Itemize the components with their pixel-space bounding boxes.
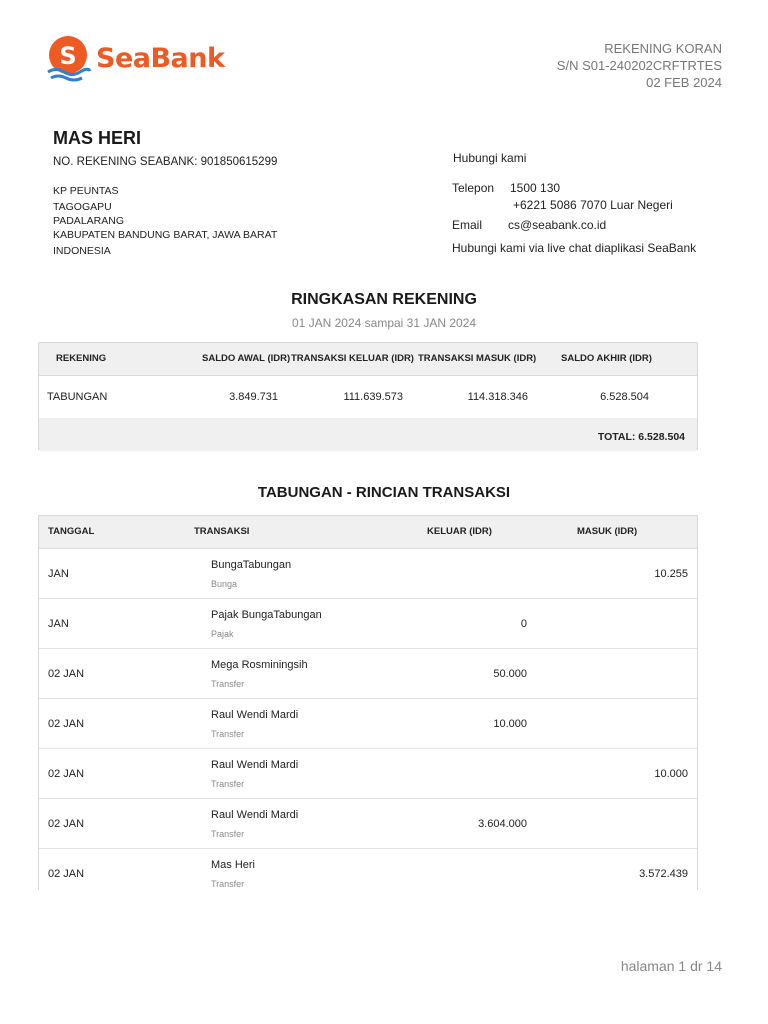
- txn-date: JAN: [48, 618, 69, 630]
- address-line: INDONESIA: [53, 245, 111, 257]
- txn-category: Transfer: [211, 879, 245, 889]
- txn-date: 02 JAN: [48, 668, 85, 680]
- transaction-row: [39, 799, 697, 849]
- address-line: KABUPATEN BANDUNG BARAT, JAWA BARAT: [53, 229, 278, 241]
- transaction-row: [39, 549, 697, 599]
- doc-type: REKENING KORAN: [604, 41, 722, 56]
- phone-number: 1500 130: [510, 181, 561, 195]
- cell-masuk: 114.318.346: [467, 391, 528, 403]
- col-keluar: KELUAR (IDR): [427, 526, 492, 537]
- col-transaksi-keluar: TRANSAKSI KELUAR (IDR): [291, 353, 414, 364]
- email-link[interactable]: cs@seabank.co.id: [508, 218, 607, 232]
- summary-period: 01 JAN 2024 sampai 31 JAN 2024: [291, 316, 477, 330]
- summary-total-row: [39, 418, 697, 451]
- txn-description: Raul Wendi Mardi: [211, 759, 299, 771]
- transaction-row: [39, 599, 697, 649]
- phone-label: Telepon: [452, 181, 495, 195]
- serial-number: S/N S01-240202CRFTRTES: [556, 58, 722, 73]
- txn-date: 02 JAN: [48, 768, 85, 780]
- document-meta: [557, 40, 722, 91]
- col-rekening: REKENING: [56, 353, 107, 364]
- seabank-logo-icon: [44, 34, 92, 82]
- txn-masuk: 10.000: [654, 768, 688, 780]
- transaction-row: [39, 849, 697, 898]
- summary-table: [38, 342, 698, 450]
- txn-category: Transfer: [211, 779, 245, 789]
- cell-keluar: 111.639.573: [343, 391, 403, 403]
- txn-category: Transfer: [211, 829, 245, 839]
- customer-address: [53, 184, 277, 258]
- phone-number-intl: +6221 5086 7070 Luar Negeri: [513, 198, 673, 212]
- txn-keluar: 10.000: [493, 718, 527, 730]
- txn-category: Transfer: [211, 729, 245, 739]
- transactions-table: [38, 515, 698, 890]
- txn-category: Pajak: [211, 629, 234, 639]
- txn-date: JAN: [48, 568, 69, 580]
- transaction-row: [39, 699, 697, 749]
- txn-description: Pajak BungaTabungan: [211, 609, 322, 621]
- txn-keluar: 3.604.000: [478, 818, 527, 830]
- txn-category: Transfer: [211, 679, 245, 689]
- txn-description: Mega Rosminingsih: [211, 659, 308, 671]
- page-indicator: halaman 1 dr 14: [620, 958, 722, 974]
- address-line: KP PEUNTAS: [53, 185, 119, 197]
- col-saldo-akhir: SALDO AKHIR (IDR): [561, 353, 652, 364]
- txn-category: Bunga: [211, 579, 238, 589]
- transaction-row: [39, 749, 697, 799]
- address-line: PADALARANG: [53, 215, 124, 227]
- cell-rekening: TABUNGAN: [47, 391, 108, 403]
- customer-name: MAS HERI: [53, 128, 142, 148]
- transactions-table-header: [39, 516, 697, 549]
- summary-row: [39, 376, 697, 418]
- email-label: Email: [452, 218, 483, 232]
- txn-description: Raul Wendi Mardi: [211, 709, 299, 721]
- svg-text:S: S: [59, 42, 77, 70]
- col-saldo-awal: SALDO AWAL (IDR): [202, 353, 291, 364]
- txn-description: Mas Heri: [211, 859, 256, 871]
- statement-date: 02 FEB 2024: [646, 75, 722, 90]
- transactions-title: TABUNGAN - RINCIAN TRANSAKSI: [257, 484, 511, 501]
- contact-title: Hubungi kami: [453, 151, 527, 165]
- summary-title: RINGKASAN REKENING: [291, 291, 477, 308]
- summary-total: TOTAL: 6.528.504: [597, 431, 685, 443]
- col-transaksi: TRANSAKSI: [194, 526, 250, 537]
- txn-masuk: 3.572.439: [639, 868, 688, 880]
- seabank-logo: [44, 34, 224, 82]
- txn-description: BungaTabungan: [211, 559, 292, 571]
- summary-table-header: [39, 343, 697, 376]
- txn-date: 02 JAN: [48, 868, 85, 880]
- cell-saldo-awal: 3.849.731: [229, 391, 278, 403]
- txn-description: Raul Wendi Mardi: [211, 809, 299, 821]
- address-line: TAGOGAPU: [53, 201, 112, 213]
- brand-name: SeaBank: [96, 42, 225, 74]
- txn-date: 02 JAN: [48, 718, 85, 730]
- col-tanggal: TANGGAL: [48, 526, 95, 537]
- transaction-row: [39, 649, 697, 699]
- txn-keluar: 50.000: [493, 668, 527, 680]
- txn-keluar: 0: [520, 618, 527, 630]
- txn-masuk: 10.255: [654, 568, 688, 580]
- account-number: NO. REKENING SEABANK: 901850615299: [53, 156, 278, 168]
- cell-saldo-akhir: 6.528.504: [600, 391, 649, 403]
- col-masuk: MASUK (IDR): [577, 526, 638, 537]
- live-chat-info: Hubungi kami via live chat diaplikasi SeaBank: [452, 241, 697, 255]
- col-transaksi-masuk: TRANSAKSI MASUK (IDR): [418, 353, 537, 364]
- txn-date: 02 JAN: [48, 818, 85, 830]
